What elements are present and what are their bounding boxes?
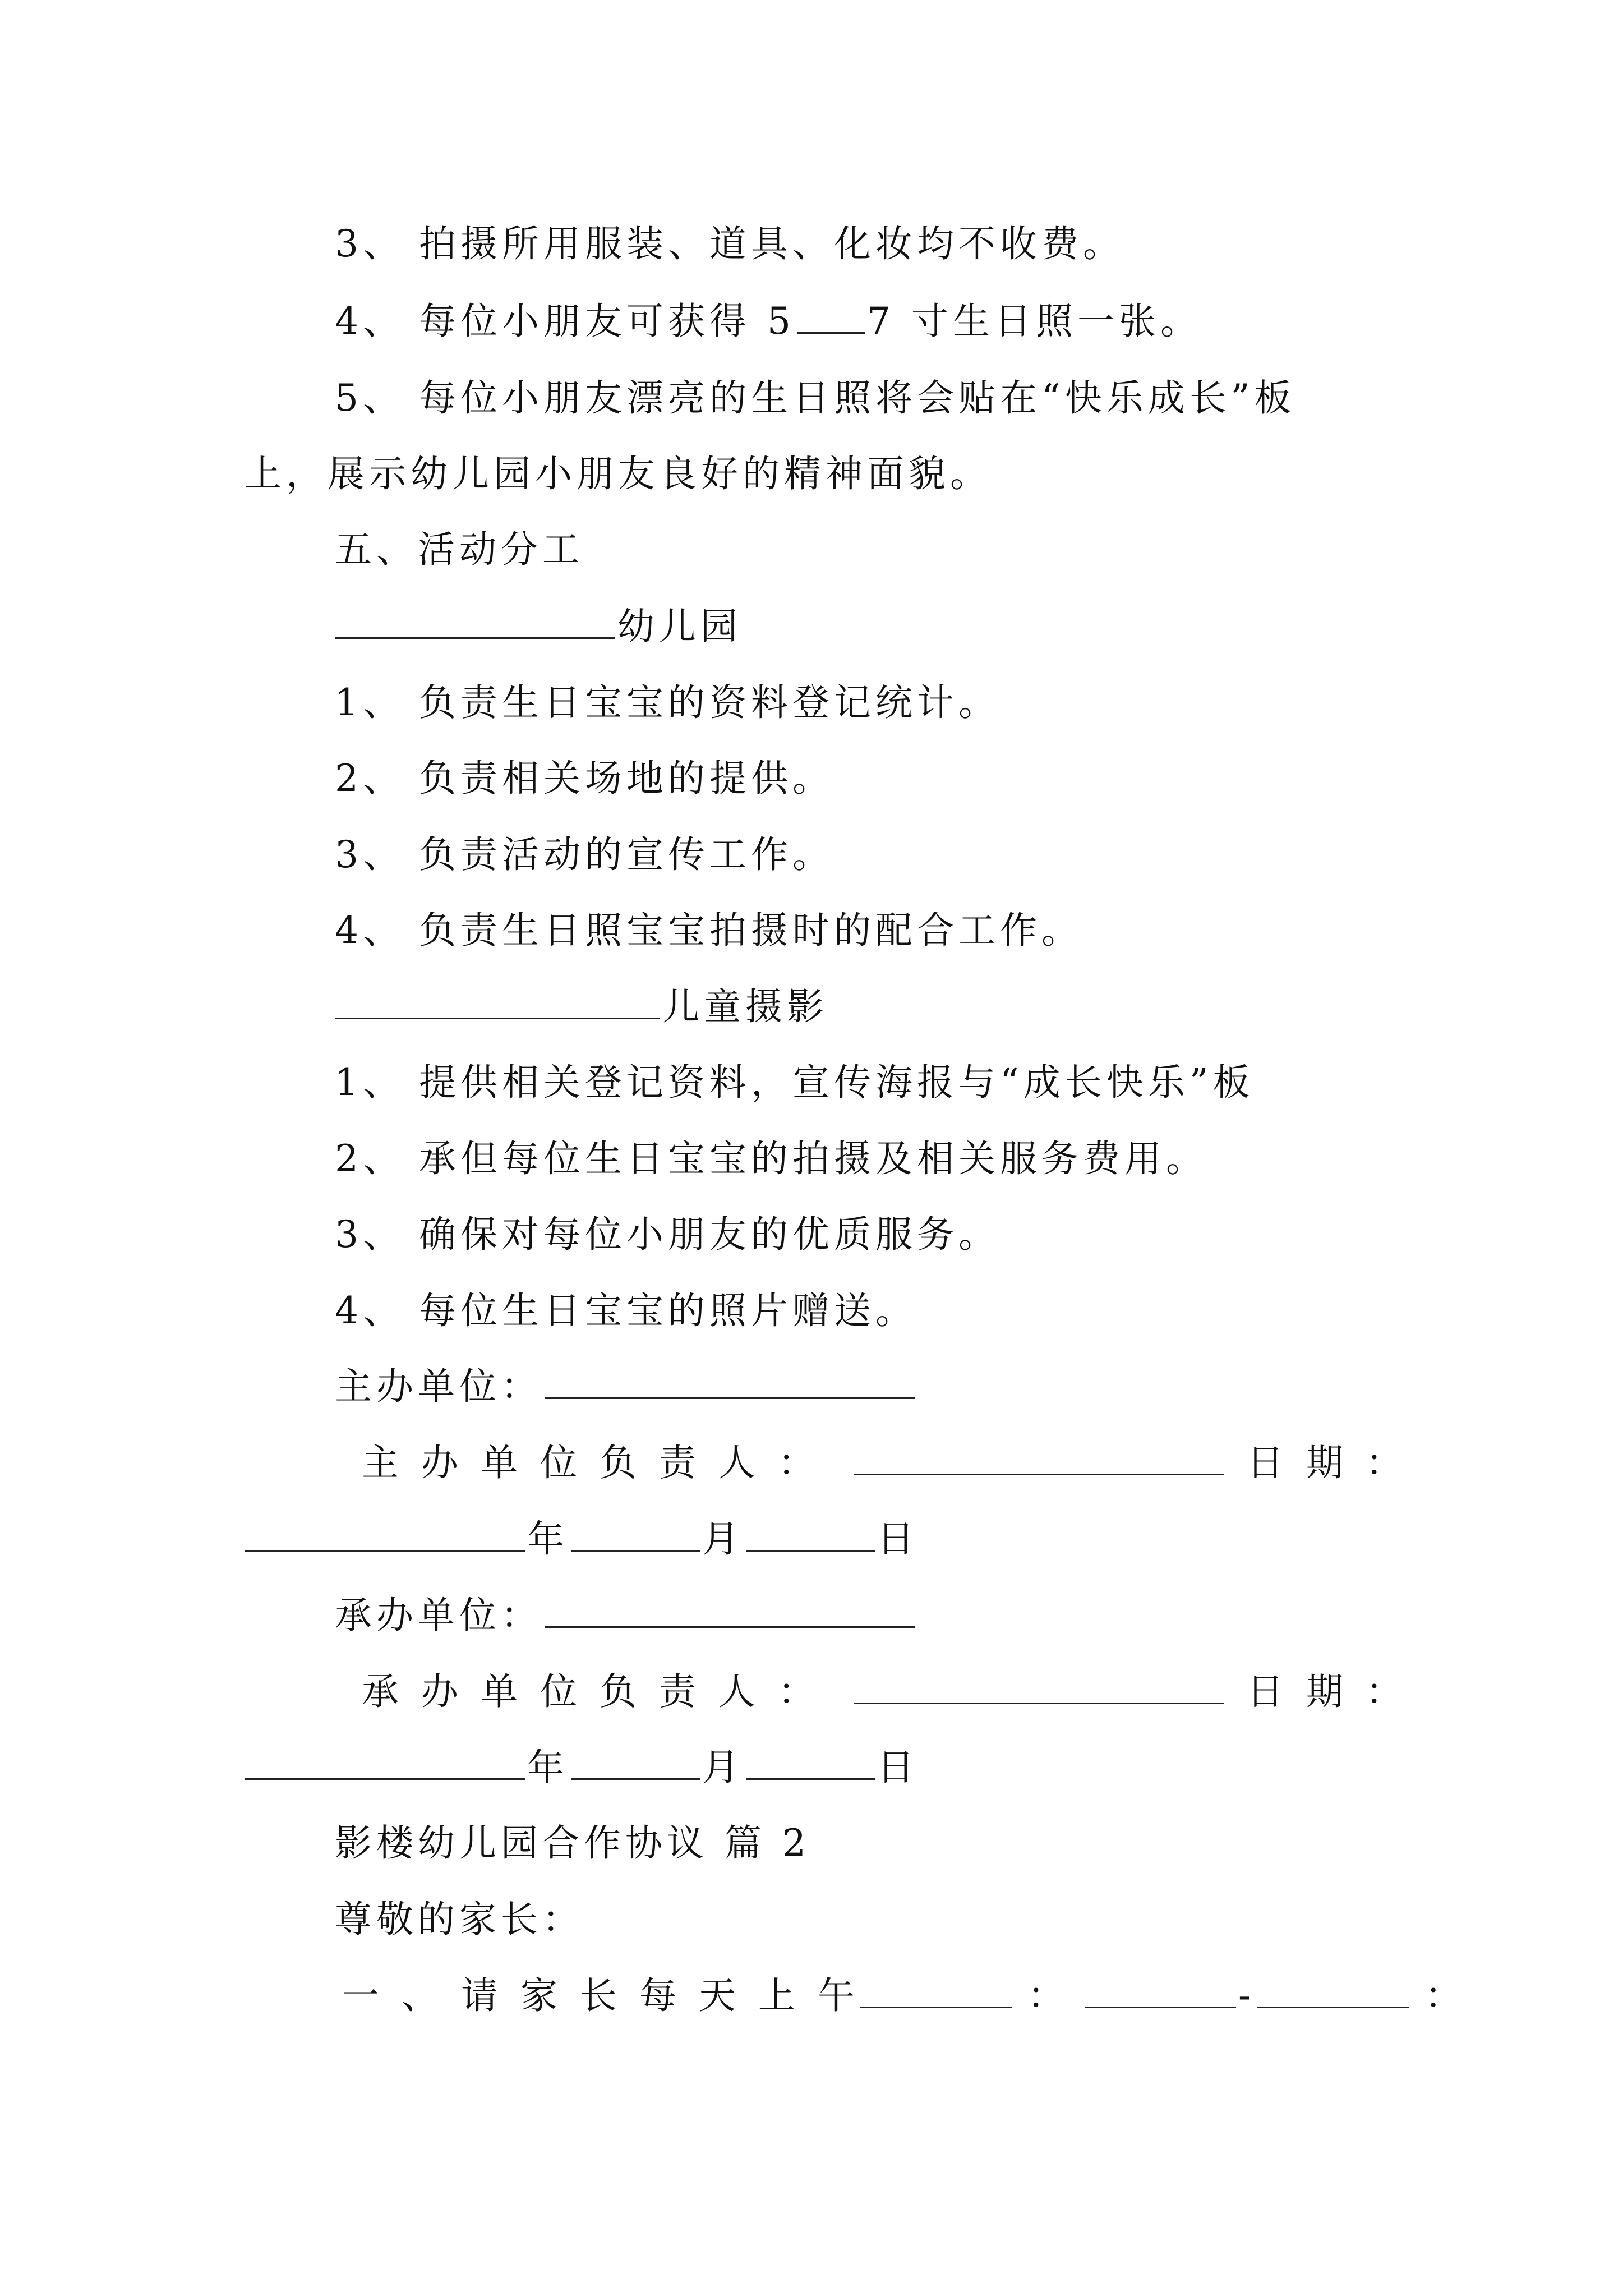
list-item: [335, 1055, 1254, 1111]
day-label: 日: [877, 1746, 919, 1789]
year-label: 年: [527, 1746, 569, 1789]
list-item: [335, 827, 834, 883]
list-item: [335, 370, 1295, 426]
month-label: 月: [702, 1746, 744, 1789]
date-line: [245, 1511, 919, 1567]
item-number: 2、: [335, 757, 404, 800]
studio-label: 儿童摄影: [662, 985, 828, 1028]
blank-line: [854, 1669, 1224, 1704]
list-item: [335, 216, 1124, 272]
blank-line: [245, 1516, 525, 1552]
party-line: [335, 979, 828, 1035]
host-person-label: 主办单位负责人：: [362, 1441, 837, 1484]
organizer-unit-label: 承办单位：: [335, 1594, 542, 1637]
organizer-person-label: 承办单位负责人：: [362, 1670, 837, 1713]
blank-line: [571, 1745, 700, 1780]
blank-line: [1257, 1973, 1409, 2008]
blank-line: [545, 1593, 915, 1628]
host-unit-line: [335, 1359, 917, 1415]
item-number: 4、: [335, 1289, 404, 1332]
item-number: 1、: [335, 681, 404, 724]
day-label: 日: [877, 1517, 919, 1561]
list-item: [335, 1283, 917, 1339]
part-title: 影楼幼儿园合作协议 篇 2: [335, 1821, 810, 1865]
list-item: [335, 751, 834, 807]
item-number: 4、: [335, 300, 404, 343]
item-text: 每位小朋友可获得 5: [419, 300, 795, 343]
date-label: 日期：: [1247, 1670, 1425, 1713]
list-item: [335, 903, 1083, 959]
blank-line: [335, 984, 660, 1019]
blank-line: [335, 604, 615, 639]
list-item: [335, 293, 1202, 349]
list-item: [335, 1207, 1000, 1263]
blank-line: [545, 1364, 915, 1399]
blank-line: [1085, 1973, 1236, 2008]
instruction-text: 一、请家长每天上午: [342, 1974, 877, 2017]
instruction-line: [342, 1968, 1466, 2024]
item-number: 3、: [335, 222, 404, 265]
item-text: 负责相关场地的提供。: [419, 757, 834, 800]
dash: -: [1238, 1974, 1256, 2017]
host-unit-label: 主办单位：: [335, 1365, 542, 1408]
organizer-person-line: [362, 1664, 1425, 1720]
month-label: 月: [702, 1517, 744, 1561]
blank-line: [854, 1440, 1224, 1475]
blank-line: [245, 1745, 525, 1780]
kindergarten-label: 幼儿园: [617, 605, 742, 648]
list-item: [335, 675, 1000, 731]
item-number: 3、: [335, 1213, 404, 1256]
item-number: 3、: [335, 833, 404, 876]
item-text: 负责生日照宝宝拍摄时的配合工作。: [419, 909, 1083, 952]
item-text: 承但每位生日宝宝的拍摄及相关服务费用。: [419, 1137, 1207, 1180]
item-text: 负责生日宝宝的资料登记统计。: [419, 681, 1000, 724]
date-line: [245, 1740, 919, 1796]
item-text: 负责活动的宣传工作。: [419, 833, 834, 876]
date-label: 日期：: [1247, 1441, 1425, 1484]
list-item: [335, 1131, 1207, 1187]
blank-line: [860, 1973, 1012, 2008]
host-person-line: [362, 1435, 1425, 1491]
blank-line: [746, 1745, 875, 1780]
item-number: 2、: [335, 1137, 404, 1180]
organizer-unit-line: [335, 1588, 917, 1644]
item-number: 4、: [335, 909, 404, 952]
greeting: 尊敬的家长：: [335, 1898, 584, 1941]
blank-line: [797, 298, 865, 334]
item-text: 确保对每位小朋友的优质服务。: [419, 1213, 1000, 1256]
item-text: 提供相关登记资料，宣传海报与“成长快乐”板: [419, 1061, 1255, 1104]
section-heading: 五、活动分工: [335, 528, 584, 571]
item-text: 每位小朋友漂亮的生日照将会贴在“快乐成长”板: [419, 376, 1296, 420]
year-label: 年: [527, 1517, 569, 1561]
party-line: [335, 599, 742, 655]
colon: ：: [1424, 1974, 1467, 2017]
colon: ：: [1027, 1974, 1069, 2017]
blank-line: [571, 1516, 700, 1552]
blank-line: [746, 1516, 875, 1552]
item-text: 拍摄所用服装、道具、化妆均不收费。: [419, 222, 1124, 265]
item-number: 5、: [335, 376, 404, 420]
item-number: 1、: [335, 1061, 404, 1104]
item-text: 每位生日宝宝的照片赠送。: [419, 1289, 917, 1332]
item-text: 7 寸生日照一张。: [866, 300, 1202, 343]
paragraph-continuation: 上，展示幼儿园小朋友良好的精神面貌。: [245, 452, 992, 495]
